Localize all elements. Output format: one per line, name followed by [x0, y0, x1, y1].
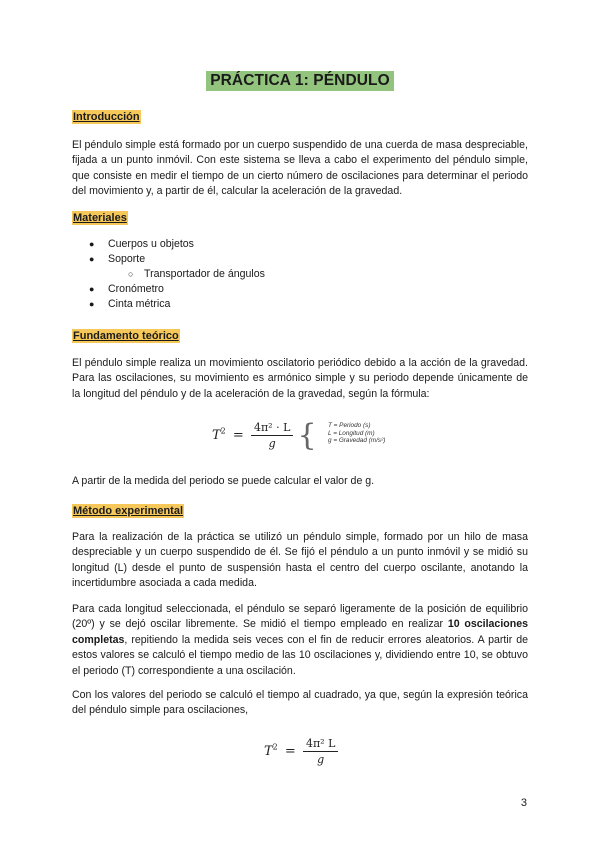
page-title: PRÁCTICA 1: PÉNDULO	[206, 71, 394, 91]
heading-materiales: Materiales	[73, 212, 127, 224]
period-formula: $T^2$ = $\frac{\text{4π² · L}}{g}$ {	[212, 418, 317, 453]
heading-metodo: Método experimental	[73, 505, 184, 517]
list-item: ● Cuerpos u objetos	[89, 238, 194, 250]
list-item: ● Cinta métrica	[89, 298, 171, 310]
bullet-icon: ●	[89, 284, 95, 294]
page-number: 3	[520, 797, 527, 809]
materials-list	[72, 237, 265, 312]
title-wrap	[0, 71, 600, 91]
bullet-icon: ●	[89, 299, 95, 309]
list-subitem: ○ Transportador de ángulos	[128, 268, 265, 280]
intro-paragraph: El péndulo simple está formado por un cuerpo suspendido de una cuerda de masa despreciable, fijada a un punto inmóvil. Con este sistema se lleva a cabo el experimento del péndulo simple, que consiste en medir el tiempo de un cierto número de oscilaciones para determinar el periodo del movimiento y, a partir de él, calcular la aceleración de la gravedad.	[72, 139, 528, 198]
period-formula-2: $T^2$ = $\frac{\text{4π² L}}{g}$	[264, 737, 338, 766]
list-item: ● Cronómetro	[89, 283, 164, 295]
fundamento-after: A partir de la medida del periodo se puede calcular el valor de g.	[72, 475, 375, 487]
hollow-bullet-icon: ○	[128, 269, 134, 279]
bullet-icon: ●	[89, 239, 95, 249]
metodo-paragraph-1: Para la realización de la práctica se utilizó un péndulo simple, formado por un hilo de masa despreciable y un cuerpo suspendido de él. Se fijó el péndulo a un punto inmóvil y se midió su longitud (L) desde el punto de suspensión hasta el centro del cuerpo oscilante, anotando la incertidumbre asociada a cada medida.	[72, 531, 528, 590]
heading-introduccion: Introducción	[73, 111, 140, 123]
heading-fundamento: Fundamento teórico	[73, 330, 179, 342]
formula-legend: T = Periodo (s) L = Longitud (m) g = Gravedad (m/s²)	[328, 422, 386, 445]
fundamento-paragraph: El péndulo simple realiza un movimiento oscilatorio periódico debido a la acción de la gravedad. Para las oscilaciones, su movimiento es armónico simple y su periodo depende únicamente de la longitud del péndulo y de la aceleración de la gravedad, según la fórmula:	[72, 357, 528, 400]
metodo-paragraph-2: Para cada longitud seleccionada, el péndulo se separó ligeramente de la posición de equilibrio (20º) y se dejó oscilar libremente. Se midió el tiempo empleado en realizar 10 oscilaciones completas, repitiendo la medida seis veces con el fin de reducir errores aleatorios. A partir de estos valores se calculó el tiempo medio de las 10 oscilaciones y, dividiendo entre 10, se obtuvo el periodo (T) correspondiente a una oscilación.	[72, 603, 528, 677]
metodo-paragraph-3: Con los valores del periodo se calculó el tiempo al cuadrado, ya que, según la expresión teórica del péndulo simple para oscilaciones,	[72, 689, 528, 717]
list-item: ● Soporte	[89, 253, 146, 265]
bullet-icon: ●	[89, 254, 95, 264]
